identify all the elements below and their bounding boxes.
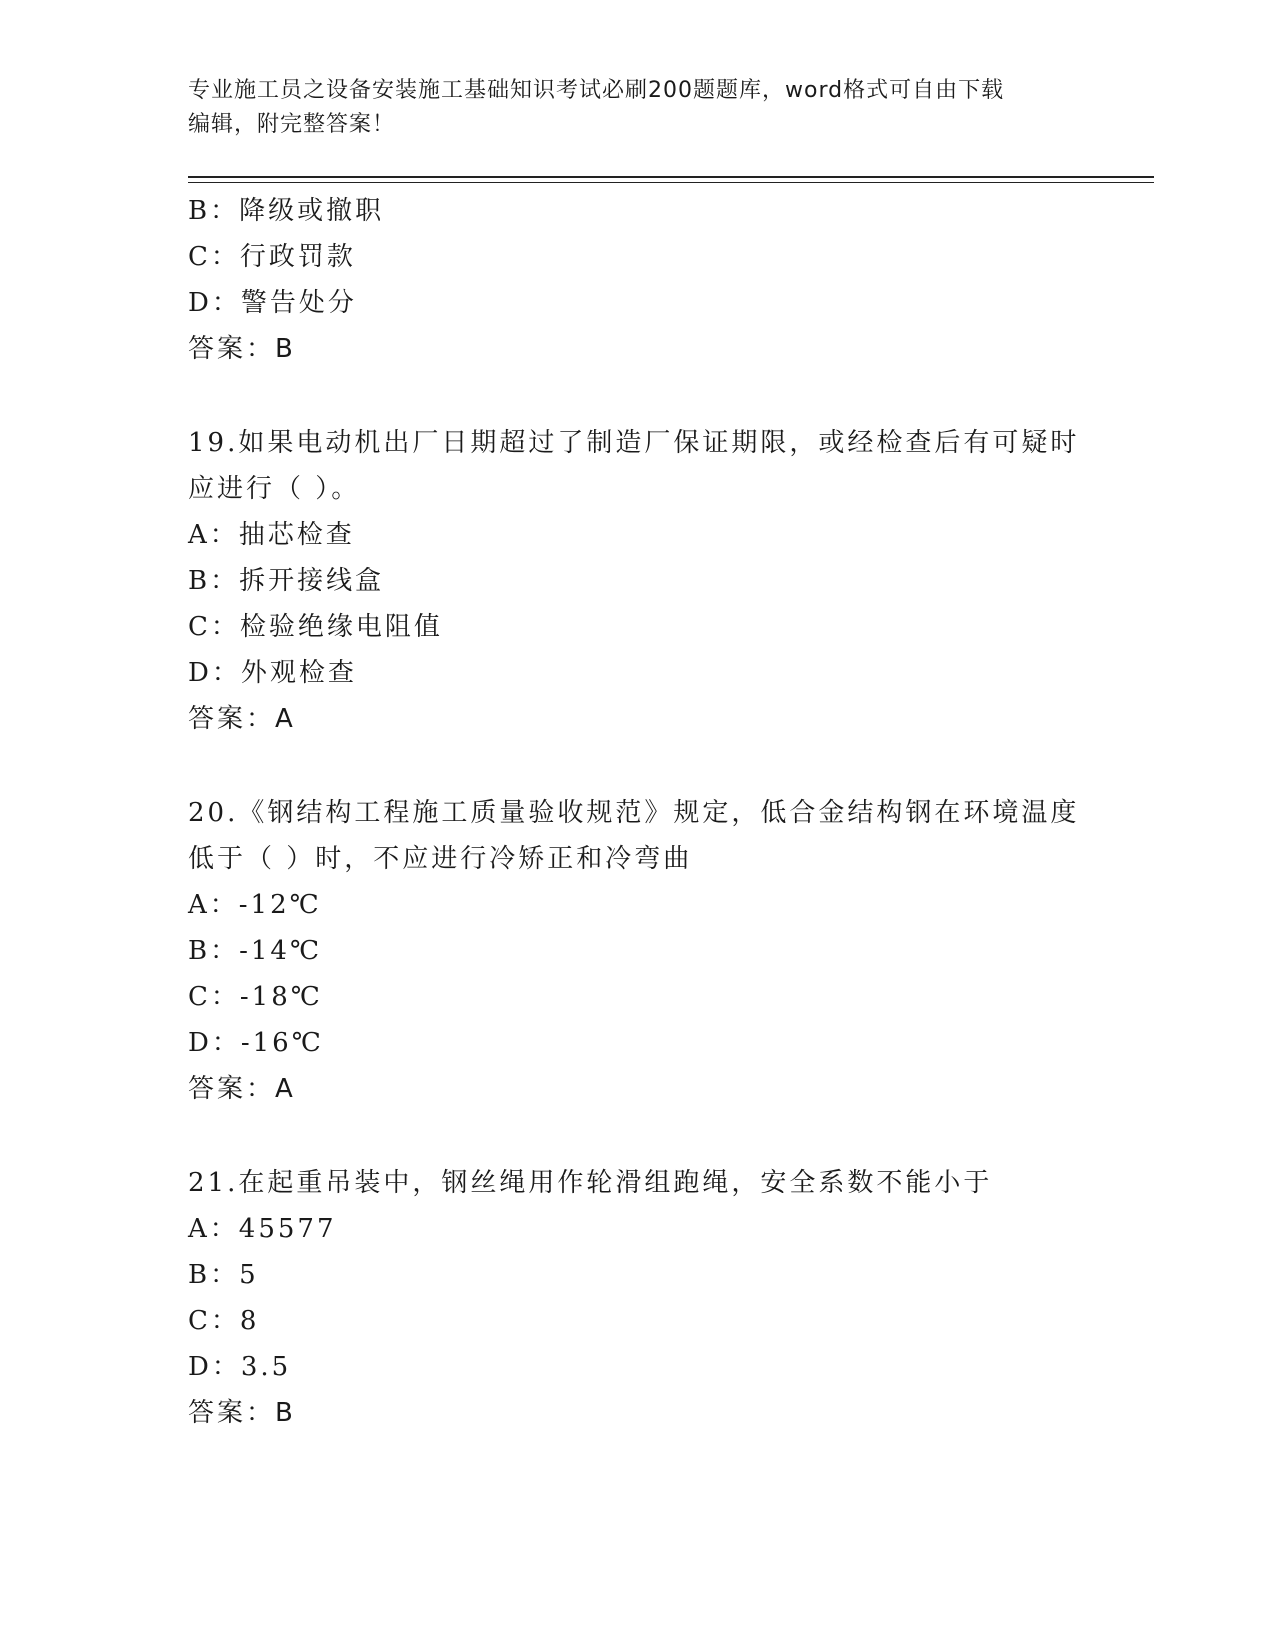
option-c: C：检验绝缘电阻值 — [188, 612, 443, 642]
option-c: C：-18℃ — [188, 982, 323, 1012]
question-20 — [188, 790, 1088, 1112]
option-b: B：拆开接线盒 — [188, 566, 385, 596]
option-a: A：45577 — [188, 1214, 337, 1244]
document-header — [188, 74, 1088, 142]
answer-line: 答案：A — [188, 1074, 296, 1104]
question-stem-line-1: 21.在起重吊装中，钢丝绳用作轮滑组跑绳，安全系数不能小于 — [188, 1168, 993, 1198]
option-d: D：3.5 — [188, 1352, 292, 1382]
header-divider-thick — [188, 176, 1154, 178]
question-stem-line-2: 应进行（ ）。 — [188, 474, 361, 504]
option-d: D：-16℃ — [188, 1028, 324, 1058]
option-b: B：降级或撤职 — [188, 196, 385, 226]
answer-line: 答案：B — [188, 1398, 296, 1428]
option-d: D：警告处分 — [188, 288, 357, 318]
question-stem-line-2: 低于（ ）时，不应进行冷矫正和冷弯曲 — [188, 844, 693, 874]
question-18-partial — [188, 188, 1088, 372]
question-spacer — [188, 372, 1088, 420]
option-d: D：外观检查 — [188, 658, 357, 688]
question-spacer — [188, 1112, 1088, 1160]
option-b: B：-14℃ — [188, 936, 323, 966]
question-21 — [188, 1160, 1088, 1436]
option-a: A：抽芯检查 — [188, 520, 355, 550]
header-title-line-1: 专业施工员之设备安装施工基础知识考试必刷200题题库，word格式可自由下载 — [188, 78, 1005, 103]
question-list — [188, 188, 1088, 1436]
question-stem-line-1: 19.如果电动机出厂日期超过了制造厂保证期限，或经检查后有可疑时 — [188, 428, 1080, 458]
option-a: A：-12℃ — [188, 890, 322, 920]
header-divider-thin — [188, 182, 1154, 183]
question-spacer — [188, 742, 1088, 790]
option-c: C：行政罚款 — [188, 242, 356, 272]
question-stem-line-1: 20.《钢结构工程施工质量验收规范》规定，低合金结构钢在环境温度 — [188, 798, 1080, 828]
header-title-line-2: 编辑，附完整答案！ — [188, 112, 396, 137]
question-19 — [188, 420, 1088, 742]
option-c: C：8 — [188, 1306, 260, 1336]
option-b: B：5 — [188, 1260, 259, 1290]
answer-line: 答案：B — [188, 334, 296, 364]
answer-line: 答案：A — [188, 704, 296, 734]
